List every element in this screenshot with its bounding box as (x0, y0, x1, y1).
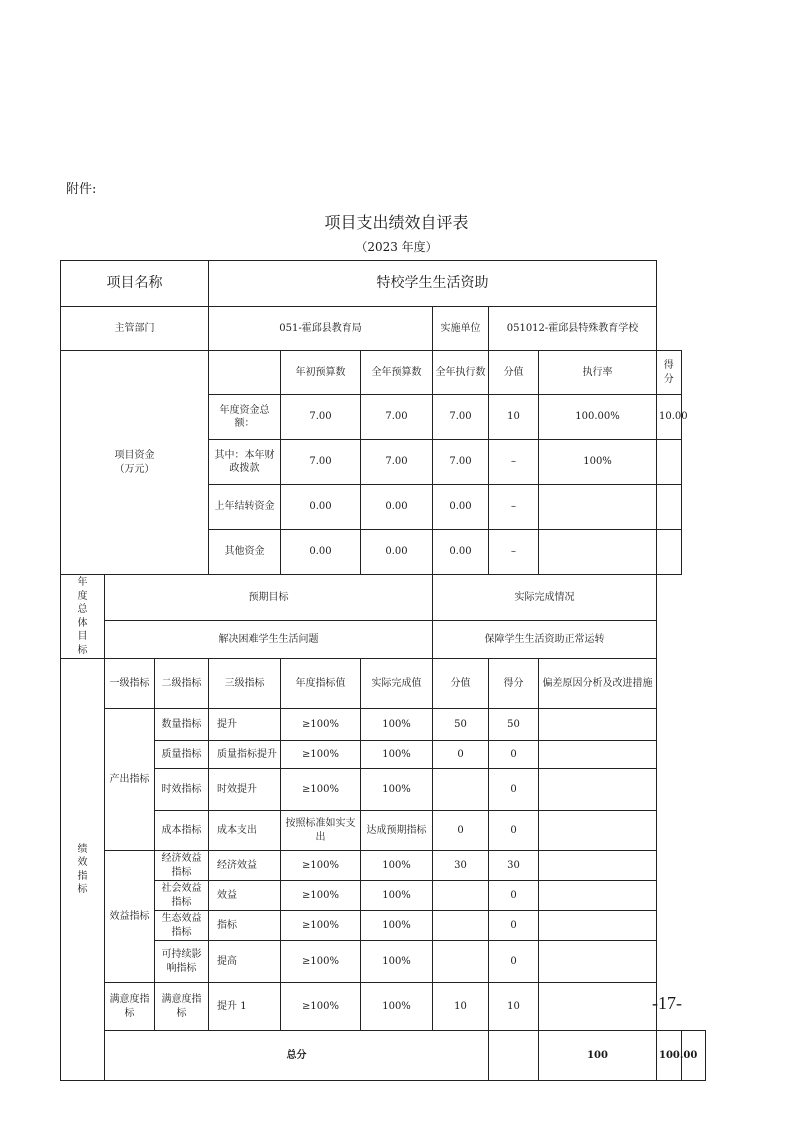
actual-value: 100% (361, 769, 433, 811)
indicator-row (61, 881, 706, 911)
level2-indicator: 可持续影响指标 (155, 941, 209, 983)
actual-value: 100% (361, 983, 433, 1031)
funds-cell (657, 440, 681, 485)
score: 0 (489, 911, 539, 941)
year-subtitle: （2023 年度） (355, 240, 438, 254)
goals-label-text: 年度总体目标 (77, 577, 88, 656)
goals-label (61, 575, 105, 659)
funds-cell: 7.00 (361, 395, 433, 440)
level2-indicator: 质量指标 (155, 741, 209, 769)
level2-indicator: 生态效益指标 (155, 911, 209, 941)
funds-header: 全年预算数 (361, 351, 433, 395)
actual-goal-label: 实际完成情况 (433, 575, 657, 621)
score: 0 (489, 741, 539, 769)
level2-indicator: 社会效益指标 (155, 881, 209, 911)
funds-label (61, 351, 209, 575)
indicator-header: 二级指标 (155, 659, 209, 709)
funds-cell: 0.00 (281, 485, 361, 530)
unit-value: 051012-霍邱县特殊教育学校 (489, 307, 657, 351)
funds-row-label: 上年结转资金 (209, 485, 281, 530)
deviation-reason (539, 811, 657, 851)
funds-row-label: 年度资金总额： (209, 395, 281, 440)
score: 10 (489, 983, 539, 1031)
score: 50 (489, 709, 539, 741)
funds-cell: 7.00 (433, 440, 489, 485)
indicator-header: 实际完成值 (361, 659, 433, 709)
score: 0 (489, 769, 539, 811)
funds-header: 得分 (657, 351, 681, 395)
dept-value: 051-霍邱县教育局 (209, 307, 433, 351)
funds-cell (539, 530, 657, 575)
funds-cell: 100.00% (539, 395, 657, 440)
evaluation-table (60, 260, 706, 1081)
level3-indicator: 效益 (209, 881, 281, 911)
indicator-header: 得分 (489, 659, 539, 709)
level1-indicator: 满意度指标 (105, 983, 155, 1031)
level2-indicator: 数量指标 (155, 709, 209, 741)
deviation-reason (539, 709, 657, 741)
indicator-row (61, 941, 706, 983)
score-value (433, 769, 489, 811)
funds-header-blank (209, 351, 281, 395)
funds-row-label: 其中：本年财政拨款 (209, 440, 281, 485)
deviation-reason (539, 983, 657, 1031)
project-name-label: 项目名称 (61, 261, 209, 307)
deviation-reason (539, 741, 657, 769)
deviation-reason (539, 881, 657, 911)
target-value: ≥100% (281, 851, 361, 881)
funds-cell: 0.00 (433, 530, 489, 575)
level3-indicator: 指标 (209, 911, 281, 941)
indicator-header: 一级指标 (105, 659, 155, 709)
score: 0 (489, 881, 539, 911)
score: 0 (489, 941, 539, 983)
total-score: 100.00 (657, 1031, 681, 1081)
deviation-reason (539, 769, 657, 811)
actual-value: 100% (361, 709, 433, 741)
actual-goal-value: 保障学生生活资助正常运转 (433, 621, 657, 659)
score: 30 (489, 851, 539, 881)
funds-cell: 7.00 (361, 440, 433, 485)
actual-value: 100% (361, 941, 433, 983)
total-label: 总分 (105, 1031, 489, 1081)
funds-cell (657, 530, 681, 575)
target-value: ≥100% (281, 769, 361, 811)
level3-indicator: 提高 (209, 941, 281, 983)
funds-header: 年初预算数 (281, 351, 361, 395)
funds-header-row (61, 351, 706, 395)
total-score-value: 100 (539, 1031, 657, 1081)
project-name-row (61, 261, 706, 307)
indicators-label (61, 659, 105, 1081)
indicator-row (61, 851, 706, 881)
score-value (433, 911, 489, 941)
score-value: 30 (433, 851, 489, 881)
score-value: 0 (433, 741, 489, 769)
deviation-reason (539, 851, 657, 881)
score-value (433, 941, 489, 983)
indicator-header: 年度指标值 (281, 659, 361, 709)
indicator-row (61, 709, 706, 741)
actual-value: 100% (361, 851, 433, 881)
target-value: ≥100% (281, 741, 361, 769)
actual-value: 达成预期指标 (361, 811, 433, 851)
deviation-reason (539, 941, 657, 983)
target-value: 按照标准如实支出 (281, 811, 361, 851)
actual-value: 100% (361, 911, 433, 941)
level3-indicator: 时效提升 (209, 769, 281, 811)
funds-row-label: 其他资金 (209, 530, 281, 575)
funds-cell: 100% (539, 440, 657, 485)
indicator-row (61, 983, 706, 1031)
level2-indicator: 经济效益指标 (155, 851, 209, 881)
goals-header-row (61, 575, 706, 621)
target-value: ≥100% (281, 709, 361, 741)
indicator-row (61, 811, 706, 851)
unit-label: 实施单位 (433, 307, 489, 351)
expected-goal-label: 预期目标 (105, 575, 433, 621)
funds-label-text: 项目资金 （万元） (114, 450, 155, 475)
funds-cell (657, 485, 681, 530)
actual-value: 100% (361, 881, 433, 911)
level2-indicator: 时效指标 (155, 769, 209, 811)
funds-cell: 7.00 (433, 395, 489, 440)
funds-header: 分值 (489, 351, 539, 395)
level2-indicator: 成本指标 (155, 811, 209, 851)
goals-value-row (61, 621, 706, 659)
funds-cell: 10 (489, 395, 539, 440)
level3-indicator: 提升 1 (209, 983, 281, 1031)
attachment-label: 附件: (66, 182, 97, 197)
target-value: ≥100% (281, 983, 361, 1031)
funds-cell: 0.00 (361, 530, 433, 575)
funds-cell: 0.00 (361, 485, 433, 530)
department-row (61, 307, 706, 351)
total-blank (489, 1031, 539, 1081)
indicator-header: 三级指标 (209, 659, 281, 709)
funds-cell: 7.00 (281, 395, 361, 440)
target-value: ≥100% (281, 941, 361, 983)
target-value: ≥100% (281, 911, 361, 941)
indicator-row (61, 911, 706, 941)
expected-goal-value: 解决困难学生生活问题 (105, 621, 433, 659)
indicator-header-row (61, 659, 706, 709)
level1-indicator: 效益指标 (105, 851, 155, 983)
level1-indicator: 产出指标 (105, 709, 155, 851)
level3-indicator: 质量指标提升 (209, 741, 281, 769)
dept-label: 主管部门 (61, 307, 209, 351)
funds-cell (539, 485, 657, 530)
score-value (433, 881, 489, 911)
funds-header: 全年执行数 (433, 351, 489, 395)
indicator-row (61, 741, 706, 769)
project-name-value: 特校学生生活资助 (209, 261, 657, 307)
page-number: -17- (652, 993, 682, 1013)
funds-cell: 0.00 (433, 485, 489, 530)
funds-cell: 10.00 (657, 395, 681, 440)
funds-header: 执行率 (539, 351, 657, 395)
page-title: 项目支出绩效自评表 (324, 213, 469, 232)
funds-cell: – (489, 485, 539, 530)
deviation-reason (539, 911, 657, 941)
funds-cell: 0.00 (281, 530, 361, 575)
funds-cell: – (489, 530, 539, 575)
score-value: 10 (433, 983, 489, 1031)
indicator-row (61, 769, 706, 811)
indicator-header: 分值 (433, 659, 489, 709)
level3-indicator: 成本支出 (209, 811, 281, 851)
level2-indicator: 满意度指标 (155, 983, 209, 1031)
target-value: ≥100% (281, 881, 361, 911)
level3-indicator: 提升 (209, 709, 281, 741)
actual-value: 100% (361, 741, 433, 769)
score-value: 0 (433, 811, 489, 851)
level3-indicator: 经济效益 (209, 851, 281, 881)
score-value: 50 (433, 709, 489, 741)
indicators-label-text: 绩效指标 (77, 843, 88, 895)
funds-cell: – (489, 440, 539, 485)
indicator-header: 偏差原因分析及改进措施 (539, 659, 657, 709)
total-row (61, 1031, 706, 1081)
score: 0 (489, 811, 539, 851)
funds-cell: 7.00 (281, 440, 361, 485)
